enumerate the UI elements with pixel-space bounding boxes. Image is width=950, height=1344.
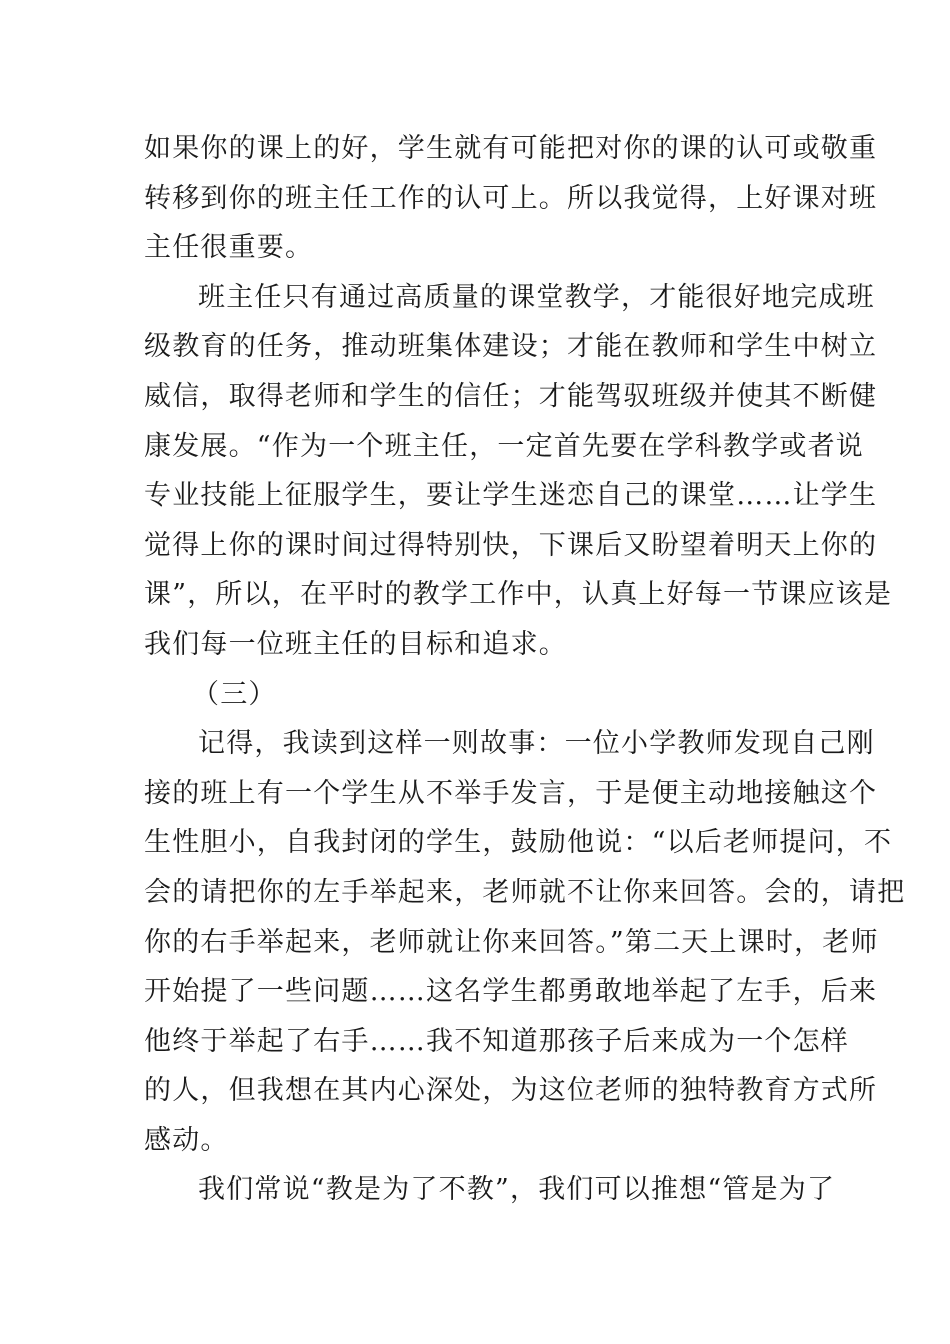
paragraph-line: 专业技能上征服学生，要让学生迷恋自己的课堂……让学生: [144, 480, 878, 512]
paragraph-line: 我们常说“教是为了不教”，我们可以推想“管是为了: [198, 1174, 836, 1206]
paragraph-line: 转移到你的班主任工作的认可上。所以我觉得，上好课对班: [144, 182, 878, 214]
paragraph-line: 级教育的任务，推动班集体建设；才能在教师和学生中树立: [144, 331, 878, 363]
paragraph-line: 如果你的课上的好，学生就有可能把对你的课的认可或敬重: [144, 133, 878, 164]
paragraph-line: 会的请把你的左手举起来，老师就不让你来回答。会的，请把: [144, 876, 906, 908]
paragraph-line: 课”，所以，在平时的教学工作中，认真上好每一节课应该是: [144, 579, 893, 611]
paragraph-line: 生性胆小，自我封闭的学生，鼓励他说：“以后老师提问，不: [144, 827, 893, 859]
paragraph-line: 康发展。“作为一个班主任，一定首先要在学科教学或者说: [144, 430, 865, 462]
paragraph-line: 感动。: [144, 1124, 229, 1156]
paragraph-line: 接的班上有一个学生从不举手发言，于是便主动地接触这个: [144, 777, 878, 809]
paragraph-line: 威信，取得老师和学生的信任；才能驾驭班级并使其不断健: [144, 380, 878, 412]
paragraph-line: 他终于举起了右手……我不知道那孩子后来成为一个怎样: [144, 1025, 849, 1057]
section-heading: （三）: [192, 678, 277, 710]
paragraph-line: 主任很重要。: [144, 232, 314, 264]
paragraph-line: 记得，我读到这样一则故事：一位小学教师发现自己刚: [198, 728, 875, 760]
paragraph-line: 我们每一位班主任的目标和追求。: [144, 628, 567, 660]
paragraph-line: 开始提了一些问题……这名学生都勇敢地举起了左手，后来: [144, 976, 878, 1008]
paragraph-line: 的人，但我想在其内心深处，为这位老师的独特教育方式所: [144, 1075, 878, 1107]
document-body: [144, 124, 906, 1215]
paragraph-line: 你的右手举起来，老师就让你来回答。”第二天上课时，老师: [144, 926, 879, 958]
paragraph-line: 班主任只有通过高质量的课堂教学，才能很好地完成班: [198, 281, 875, 313]
paragraph-line: 觉得上你的课时间过得特别快，下课后又盼望着明天上你的: [144, 529, 878, 561]
